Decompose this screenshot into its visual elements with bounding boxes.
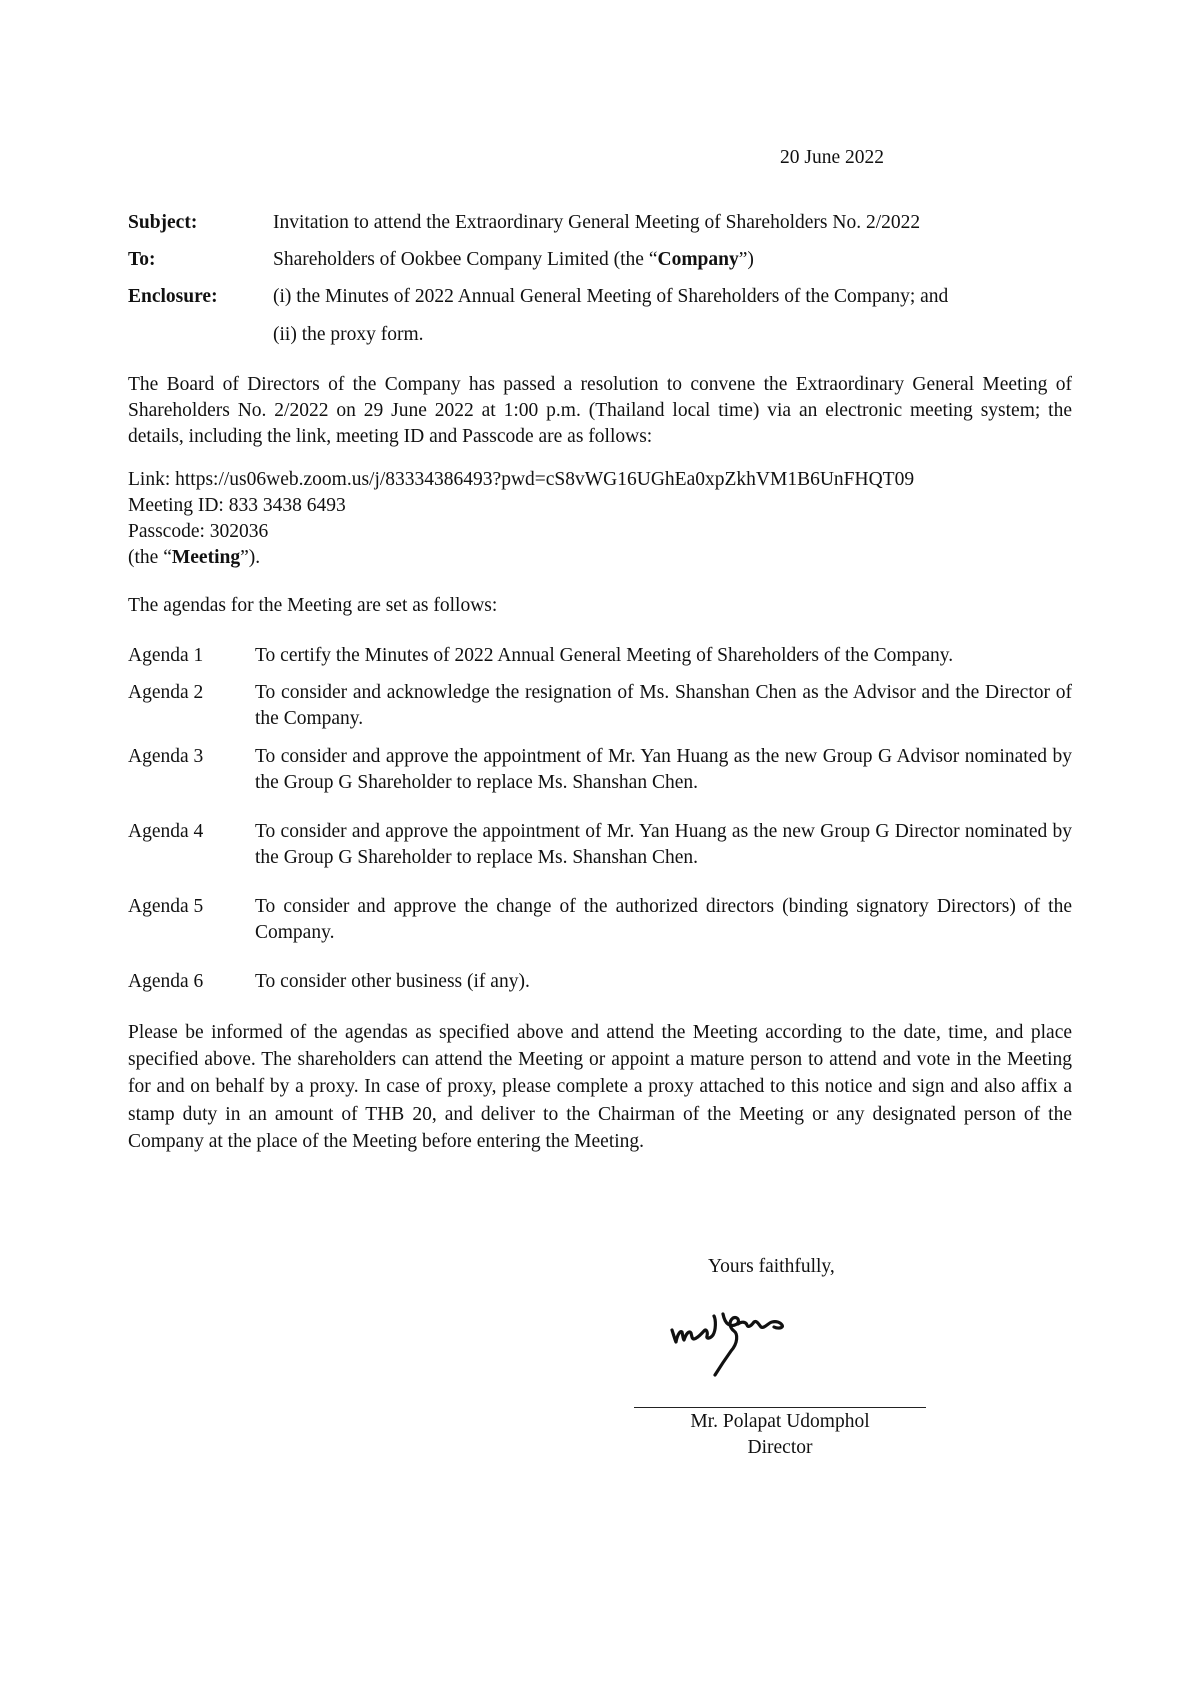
company-defined-term: Company: [657, 249, 739, 270]
meeting-passcode: Passcode: 302036: [128, 521, 269, 542]
agenda-label: Agenda 5: [128, 896, 204, 917]
agenda-label: Agenda 6: [128, 971, 204, 992]
agenda-text: To certify the Minutes of 2022 Annual General Meeting of Shareholders of the Company.: [255, 645, 954, 666]
signature-image: [668, 1298, 793, 1388]
intro-paragraph: The Board of Directors of the Company has passed a resolution to convene the Extraordinary General Meeting of Shareholders No. 2/2022 on 29 June 2022 at 1:00 p.m. (Thailand local time) via an electronic meeting system; the details, including the link, meeting ID and Passcode are as follows:: [128, 374, 1072, 447]
subject-label: Subject:: [128, 212, 198, 233]
to-value: [273, 247, 754, 273]
agenda-text: To consider and approve the appointment of Mr. Yan Huang as the new Group G Advisor nominated by the Group G Shareholder to replace Ms. Shanshan Chen.: [255, 746, 1072, 793]
signer-title: Director: [747, 1437, 813, 1458]
closing-paragraph: Please be informed of the agendas as specified above and attend the Meeting according to the date, time, and place specified above. The shareholders can attend the Meeting or appoint a mature person to attend and vote in the Meeting for and on behalf by a proxy. In case of proxy, please complete a proxy attached to this notice and sign and also affix a stamp duty in an amount of THB 20, and deliver to the Chairman of the Meeting or any designated person of the Company at the place of the Meeting before entering the Meeting.: [128, 1022, 1072, 1152]
meeting-def-prefix: (the “: [128, 547, 172, 568]
agenda-text: To consider and acknowledge the resignation of Ms. Shanshan Chen as the Advisor and the Director of the Company.: [255, 682, 1072, 729]
agenda-text: To consider other business (if any).: [255, 971, 530, 992]
agenda-label: Agenda 1: [128, 645, 204, 666]
enclosure-item-2: (ii) the proxy form.: [273, 324, 424, 345]
enclosure-item-1: (i) the Minutes of 2022 Annual General Meeting of Shareholders of the Company; and: [273, 286, 949, 307]
to-label: To:: [128, 249, 156, 270]
agenda-label: Agenda 4: [128, 821, 204, 842]
agenda-text: To consider and approve the change of the authorized directors (binding signatory Directors) of the Company.: [255, 896, 1072, 943]
signature-line: [634, 1407, 926, 1408]
letter-date: 20 June 2022: [780, 147, 884, 168]
meeting-link: Link: https://us06web.zoom.us/j/83334386493?pwd=cS8vWG16UGhEa0xpZkhVM1B6UnFHQT09: [128, 469, 915, 490]
to-value-suffix: ”): [738, 249, 754, 270]
valediction: Yours faithfully,: [708, 1256, 835, 1277]
agenda-text: To consider and approve the appointment of Mr. Yan Huang as the new Group G Director nominated by the Group G Shareholder to replace Ms. Shanshan Chen.: [255, 821, 1072, 868]
signer-name: Mr. Polapat Udomphol: [690, 1411, 870, 1432]
enclosure-label: Enclosure:: [128, 286, 218, 307]
to-value-prefix: Shareholders of Ookbee Company Limited (the “: [273, 249, 658, 270]
agendas-intro: The agendas for the Meeting are set as follows:: [128, 595, 498, 616]
meeting-id: Meeting ID: 833 3438 6493: [128, 495, 346, 516]
meeting-def-suffix: ”).: [240, 547, 261, 568]
agenda-label: Agenda 3: [128, 746, 204, 767]
agenda-label: Agenda 2: [128, 682, 204, 703]
meeting-defined-term: Meeting: [171, 547, 241, 568]
subject-value: Invitation to attend the Extraordinary General Meeting of Shareholders No. 2/2022: [273, 212, 921, 233]
meeting-definition: [128, 545, 260, 571]
